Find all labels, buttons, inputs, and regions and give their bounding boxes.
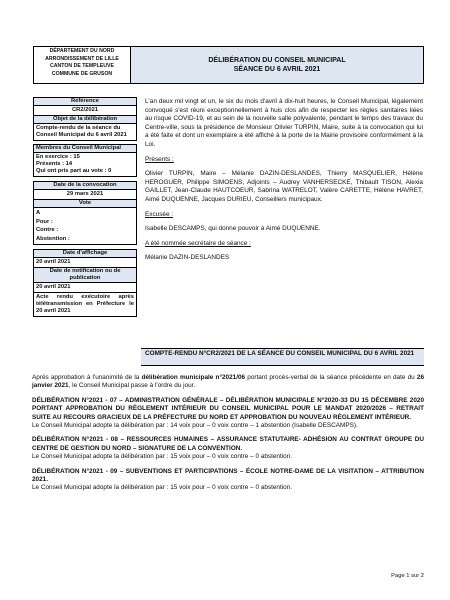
vote-contre: Contre :	[36, 227, 59, 234]
convocation-date: 29 mars 2021	[33, 190, 137, 200]
compte-rendu-band: COMPTE-RENDU N°CR2/2021 DE LA SÉANCE DU CONSEIL MUNICIPAL DU 6 AVRIL 2021	[141, 348, 424, 366]
administrative-header	[33, 46, 131, 84]
affichage-date: 20 avril 2021	[33, 258, 137, 268]
deliberation-07-vote: Le Conseil Municipal adopte la délibération par : 14 voix pour – 0 voix contre – 1 abstention (Isabelle DESCAMPS).	[32, 422, 358, 430]
vote-abstention: Abstention :	[36, 235, 70, 242]
objet-value: Compte-rendu de la séance du Conseil Municipal du 6 avril 2021	[33, 124, 137, 141]
approval-date: 26 janvier 2021	[32, 374, 425, 390]
document-subtitle: SÉANCE DU 6 AVRIL 2021	[233, 66, 321, 73]
excuses-label: Excusée :	[145, 210, 174, 218]
deliberation-07	[32, 397, 424, 422]
membres-vote: Qui ont pris part au vote : 0	[36, 168, 112, 174]
session-opening-paragraph: L'an deux mil vingt et un, le six du mois d'avril à dix-huit heures, le Conseil Municipal, légalement convoqué s'est réuni exceptionnellement à huis clos afin de respecter les règles sanitaires liées au risque COVID-19, et au sein de la nouvelle salle polyvalente, pendant le temps des travaux du Centre-ville, sous la présidence de Monsieur Olivier TURPIN, Maire, suite à la convocation qui lui a été faite et dont un exemplaire a été affiché à la porte de la Mairie provisoire conformément à la Loi.	[145, 98, 423, 148]
membres-heading: Membres du Conseil Municipal	[33, 144, 137, 153]
vote-heading: Vote	[33, 200, 137, 208]
approval-text-3: , le Conseil Municipal passe à l'ordre du jour.	[68, 382, 196, 390]
approval-text-2: portant procès-verbal de la séance précédente en date du	[245, 374, 417, 381]
side-info-panel	[33, 97, 137, 317]
vote-box	[33, 208, 137, 245]
vote-a: A	[36, 210, 41, 216]
document-title-box	[131, 46, 424, 84]
deliberation-09-vote: Le Conseil Municipal adopte la délibération par : 15 voix pour – 0 voix contre – 0 abstention.	[32, 484, 293, 492]
presents-list: Olivier TURPIN, Maire – Mélanie DAZIN-DESLANDES, Thierry MASQUELIER, Hélène HEROGUER, Philippe SIMOENS, Adjoints – Audrey VANHERSECKE, Thibault TISON, Alexia GAILLET, Jean-Claude HAUTCOEUR, Sabrina WATRELOT, Valère CARETTE, Hélène HAVRET, Aimé DUQUENNE, Jacques DURIEU, Conseillers municipaux.	[145, 170, 423, 203]
approval-text-1: Après approbation à l'unanimité de la	[32, 374, 142, 381]
reference-heading: Référence	[33, 97, 137, 106]
header-line-arrondissement: ARRONDISSEMENT DE LILLE	[45, 55, 119, 62]
objet-heading: Objet de la délibération	[33, 116, 137, 124]
excuses-text: Isabelle DESCAMPS, qui donne pouvoir à Aimé DUQUENNE.	[145, 225, 321, 233]
secretaire-label: A été nommée secrétaire de séance :	[145, 239, 251, 247]
convocation-heading: Date de la convocation	[33, 181, 137, 190]
deliberation-07-title: DÉLIBÉRATION N°2021 - 07 – ADMINISTRATION GÉNÉRALE – DÉLIBÉRATION MUNICIPALE N°2020-33 DU 15 DÉCEMBRE 2020 PORTANT APPROBATION DU RÈGLEMENT INTÉRIEUR DU CONSEIL MUNICIPAL POUR LE MANDAT 2020/2026 – RETRAIT SUITE AU RECOURS GRACIEUX DE LA PRÉFECTURE DU NORD ET APPROBATION DU NOUVEAU RÈGLEMENT INTÉRIEUR.	[32, 396, 424, 421]
deliberation-09-title: DÉLIBÉRATION N°2021 - 09 – SUBVENTIONS ET PARTICIPATIONS – ÉCOLE NOTRE-DAME DE LA VISITATION – ATTRIBUTION 2021.	[32, 467, 424, 484]
approval-deliberation-ref: délibération municipale n°2021/06	[141, 374, 246, 381]
header-line-commune: COMMUNE DE GRUSON	[51, 70, 113, 77]
secretaire-name: Mélanie DAZIN-DESLANDES	[145, 254, 230, 262]
reference-value: CR2/2021	[33, 106, 137, 116]
membres-exercice: En exercice : 15	[36, 154, 80, 160]
execution-note: Acte rendu exécutoire après télétransmission en Préfecture le 20 avril 2021	[33, 293, 137, 317]
deliberation-09	[32, 468, 424, 485]
presents-label: Présents :	[145, 155, 174, 163]
header-line-department: DÉPARTEMENT DU NORD	[49, 48, 115, 54]
membres-box	[33, 153, 137, 177]
page-number: Page 1 sur 2	[391, 573, 424, 579]
affichage-heading: Date d'affichage	[33, 249, 137, 258]
header-line-canton: CANTON DE TEMPLEUVE	[50, 63, 114, 70]
deliberation-08-vote: Le Conseil Municipal adopte la délibération par : 15 voix pour – 0 voix contre – 0 abstention.	[32, 453, 293, 461]
notification-heading: Date de notification ou de publication	[33, 268, 137, 283]
deliberations-body	[32, 374, 424, 499]
membres-presents: Présents : 14	[36, 161, 73, 167]
approval-paragraph	[32, 374, 424, 391]
document-title: DÉLIBÉRATION DU CONSEIL MUNICIPAL	[208, 57, 346, 64]
notification-date: 20 avril 2021	[33, 283, 137, 293]
deliberation-08	[32, 436, 424, 453]
session-intro	[145, 98, 423, 269]
vote-pour: Pour :	[36, 218, 53, 225]
deliberation-08-title: DÉLIBÉRATION N°2021 - 08 – RESSOURCES HUMAINES – ASSURANCE STATUTAIRE- ADHÉSION AU CONTRAT GROUPE DU CENTRE DE GESTION DU NORD – SIGNATURE DE LA CONVENTION.	[32, 436, 424, 452]
